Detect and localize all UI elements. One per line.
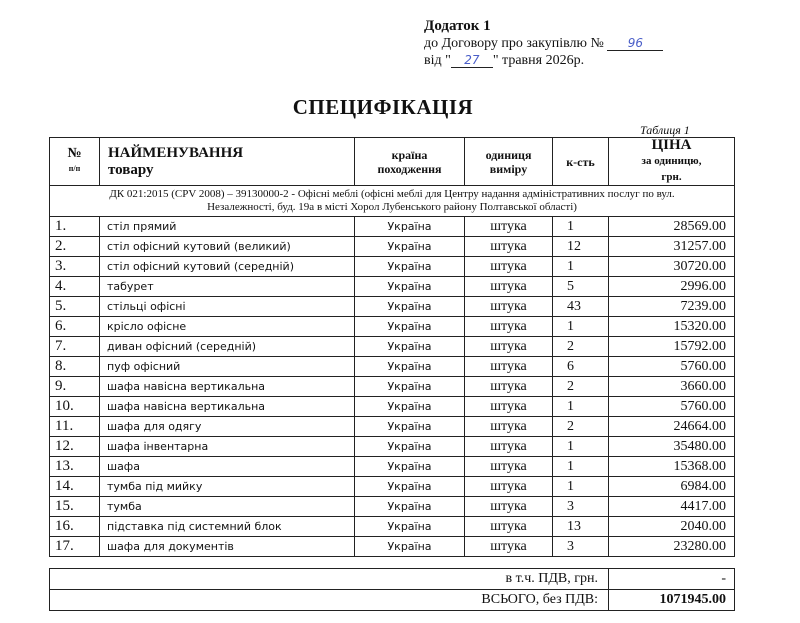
table-row	[50, 397, 735, 417]
table-row	[50, 377, 735, 397]
item-name: крісло офісне	[100, 317, 355, 337]
total-row	[50, 590, 735, 611]
item-qty: 1	[553, 257, 609, 277]
item-unit: штука	[465, 317, 553, 337]
item-unit: штука	[465, 537, 553, 557]
item-number: 14.	[50, 477, 100, 497]
description-row	[50, 186, 735, 217]
item-price: 15792.00	[609, 337, 735, 357]
item-country: Україна	[355, 237, 465, 257]
table-caption: Таблиця 1	[640, 123, 690, 137]
item-name: шафа навісна вертикальна	[100, 397, 355, 417]
item-price: 6984.00	[609, 477, 735, 497]
header-name-line2: товару	[108, 161, 154, 178]
contract-number: 96	[607, 36, 663, 51]
item-number: 3.	[50, 257, 100, 277]
item-name: стіл офісний кутовий (середній)	[100, 257, 355, 277]
table-row	[50, 437, 735, 457]
item-number: 9.	[50, 377, 100, 397]
item-qty: 13	[553, 517, 609, 537]
item-unit: штука	[465, 277, 553, 297]
contract-prefix: до Договору про закупівлю №	[424, 36, 604, 51]
item-price: 31257.00	[609, 237, 735, 257]
header-name-line1: НАЙМЕНУВАННЯ	[108, 144, 244, 161]
item-qty: 2	[553, 377, 609, 397]
item-name: стіл офісний кутовий (великий)	[100, 237, 355, 257]
item-country: Україна	[355, 457, 465, 477]
table-row	[50, 237, 735, 257]
item-country: Україна	[355, 377, 465, 397]
table-row	[50, 417, 735, 437]
description-line1: ДК 021:2015 (CPV 2008) – 39130000-2 - Офісні меблі (офісні меблі для Центру надання адміністративних послуг по вул.	[109, 188, 675, 200]
table-row	[50, 297, 735, 317]
item-name: табурет	[100, 277, 355, 297]
item-unit: штука	[465, 377, 553, 397]
table-row	[50, 477, 735, 497]
item-qty: 1	[553, 317, 609, 337]
item-number: 6.	[50, 317, 100, 337]
item-number: 7.	[50, 337, 100, 357]
item-unit: штука	[465, 437, 553, 457]
item-name: шафа інвентарна	[100, 437, 355, 457]
header-price-line2: за одиницю,	[641, 155, 702, 167]
item-price: 4417.00	[609, 497, 735, 517]
item-country: Україна	[355, 497, 465, 517]
item-number: 8.	[50, 357, 100, 377]
item-qty: 1	[553, 457, 609, 477]
item-name: тумба під мийку	[100, 477, 355, 497]
header-name	[100, 138, 355, 186]
header-country-line2: походження	[377, 161, 442, 176]
item-qty: 5	[553, 277, 609, 297]
item-number: 16.	[50, 517, 100, 537]
header-unit-line1: одиниця	[485, 147, 532, 162]
header-country	[355, 138, 465, 186]
item-unit: штука	[465, 497, 553, 517]
table-row	[50, 357, 735, 377]
summary-table	[49, 568, 735, 611]
item-qty: 3	[553, 537, 609, 557]
item-price: 2040.00	[609, 517, 735, 537]
table-row	[50, 457, 735, 477]
table-row	[50, 217, 735, 237]
vat-value: -	[609, 569, 735, 590]
item-number: 4.	[50, 277, 100, 297]
table-row	[50, 537, 735, 557]
item-price: 15320.00	[609, 317, 735, 337]
total-label: ВСЬОГО, без ПДВ:	[50, 590, 609, 611]
item-name: шафа	[100, 457, 355, 477]
item-qty: 2	[553, 417, 609, 437]
item-country: Україна	[355, 337, 465, 357]
document-title: СПЕЦИФІКАЦІЯ	[292, 95, 474, 119]
item-price: 7239.00	[609, 297, 735, 317]
item-number: 15.	[50, 497, 100, 517]
item-country: Україна	[355, 357, 465, 377]
date-line	[424, 52, 784, 69]
item-price: 30720.00	[609, 257, 735, 277]
description-cell	[50, 186, 735, 217]
header-price-line1: ЦІНА	[651, 137, 692, 153]
item-number: 1.	[50, 217, 100, 237]
header-num	[50, 138, 100, 186]
header-num-main: №	[67, 146, 82, 161]
item-name: підставка під системний блок	[100, 517, 355, 537]
date-day: 27	[451, 53, 493, 68]
table-row	[50, 497, 735, 517]
item-qty: 1	[553, 437, 609, 457]
item-name: шафа для документів	[100, 537, 355, 557]
item-unit: штука	[465, 477, 553, 497]
item-qty: 3	[553, 497, 609, 517]
item-unit: штука	[465, 237, 553, 257]
item-country: Україна	[355, 397, 465, 417]
specification-table	[49, 137, 735, 557]
item-qty: 1	[553, 397, 609, 417]
item-country: Україна	[355, 277, 465, 297]
item-qty: 6	[553, 357, 609, 377]
header-price-line3: грн.	[661, 171, 682, 183]
header-qty: к-сть	[553, 138, 609, 186]
item-unit: штука	[465, 297, 553, 317]
item-unit: штука	[465, 337, 553, 357]
date-suffix: " травня 2026р.	[492, 53, 585, 68]
item-unit: штука	[465, 417, 553, 437]
item-unit: штука	[465, 397, 553, 417]
item-country: Україна	[355, 297, 465, 317]
item-country: Україна	[355, 477, 465, 497]
item-name: диван офісний (середній)	[100, 337, 355, 357]
item-number: 10.	[50, 397, 100, 417]
item-name: стільці офісні	[100, 297, 355, 317]
item-price: 24664.00	[609, 417, 735, 437]
item-price: 5760.00	[609, 397, 735, 417]
item-price: 3660.00	[609, 377, 735, 397]
item-country: Україна	[355, 417, 465, 437]
table-row	[50, 517, 735, 537]
item-qty: 43	[553, 297, 609, 317]
item-country: Україна	[355, 537, 465, 557]
item-country: Україна	[355, 317, 465, 337]
item-unit: штука	[465, 457, 553, 477]
item-country: Україна	[355, 217, 465, 237]
item-price: 23280.00	[609, 537, 735, 557]
date-prefix: від "	[424, 53, 451, 68]
contract-line	[424, 35, 784, 52]
item-name: шафа навісна вертикальна	[100, 377, 355, 397]
item-unit: штука	[465, 217, 553, 237]
item-name: тумба	[100, 497, 355, 517]
item-country: Україна	[355, 257, 465, 277]
item-qty: 12	[553, 237, 609, 257]
total-value: 1071945.00	[609, 590, 735, 611]
header-unit	[465, 138, 553, 186]
item-number: 12.	[50, 437, 100, 457]
addendum-header	[424, 18, 784, 69]
item-price: 2996.00	[609, 277, 735, 297]
item-unit: штука	[465, 517, 553, 537]
item-name: стіл прямий	[100, 217, 355, 237]
table-row	[50, 257, 735, 277]
item-number: 13.	[50, 457, 100, 477]
item-price: 15368.00	[609, 457, 735, 477]
vat-row	[50, 569, 735, 590]
item-name: пуф офісний	[100, 357, 355, 377]
item-unit: штука	[465, 357, 553, 377]
item-unit: штука	[465, 257, 553, 277]
table-row	[50, 277, 735, 297]
table-header-row	[50, 138, 735, 186]
header-unit-line2: виміру	[489, 161, 528, 176]
item-qty: 1	[553, 477, 609, 497]
item-qty: 2	[553, 337, 609, 357]
table-row	[50, 337, 735, 357]
item-number: 17.	[50, 537, 100, 557]
table-row	[50, 317, 735, 337]
item-price: 35480.00	[609, 437, 735, 457]
item-qty: 1	[553, 217, 609, 237]
item-name: шафа для одягу	[100, 417, 355, 437]
item-number: 11.	[50, 417, 100, 437]
header-num-sub: п/п	[68, 164, 81, 173]
item-number: 2.	[50, 237, 100, 257]
item-price: 5760.00	[609, 357, 735, 377]
header-price	[609, 138, 735, 186]
item-country: Україна	[355, 437, 465, 457]
description-line2: Незалежності, буд. 19а в місті Хорол Лубенського району Полтавської області)	[207, 201, 577, 213]
item-number: 5.	[50, 297, 100, 317]
vat-label: в т.ч. ПДВ, грн.	[50, 569, 609, 590]
item-country: Україна	[355, 517, 465, 537]
header-country-line1: країна	[391, 147, 428, 162]
addendum-heading: Додаток 1	[424, 18, 491, 34]
item-price: 28569.00	[609, 217, 735, 237]
